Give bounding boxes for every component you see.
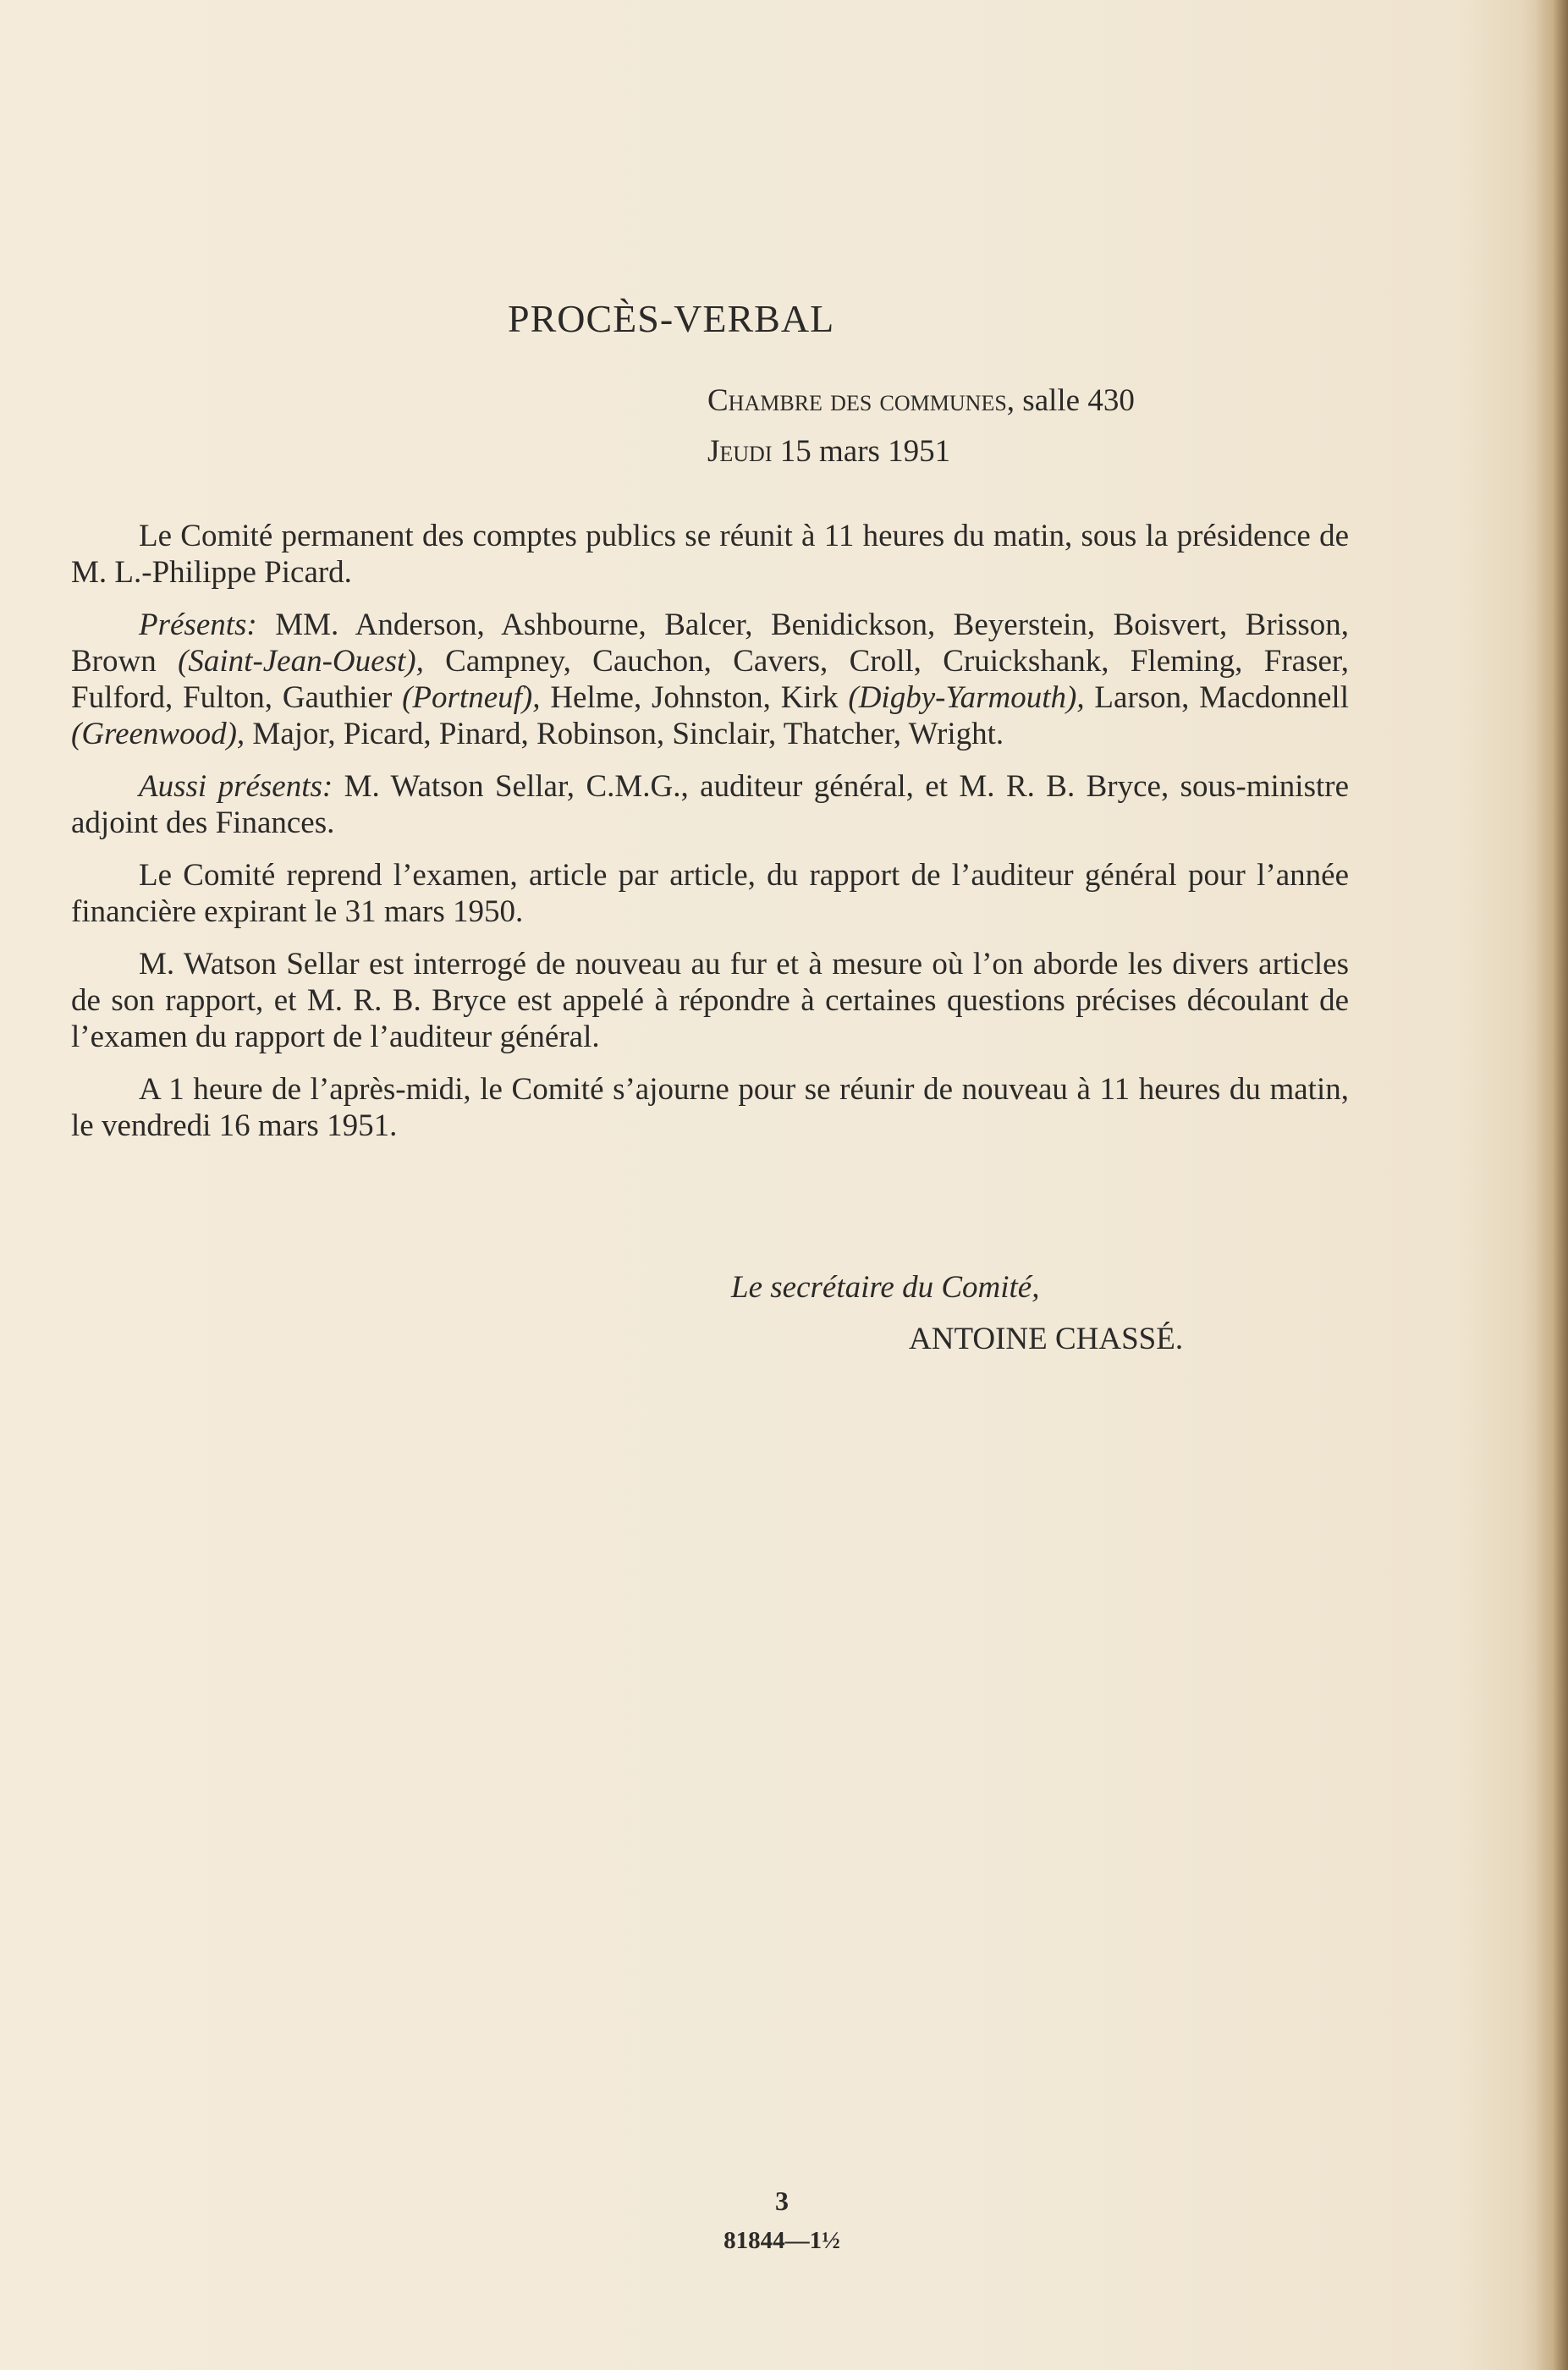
minutes-body bbox=[71, 518, 1349, 1160]
meeting-place-smallcaps: Chambre des communes, bbox=[707, 383, 1015, 418]
paragraph-members-present bbox=[71, 607, 1349, 752]
riding-4: (Greenwood), bbox=[71, 717, 245, 751]
also-present-label: Aussi présents: bbox=[139, 769, 333, 804]
page-edge-shadow bbox=[1534, 0, 1568, 2370]
signature-name: ANTOINE CHASSÉ. bbox=[909, 1322, 1184, 1356]
members-text-3: Helme, Johnston, Kirk bbox=[540, 680, 849, 715]
members-text-1: MM. Anderson, Ashbourne, Balcer, Benidickson, Beyerstein, Boisvert, Brisson, Brown bbox=[71, 608, 1349, 679]
print-code: 81844—1½ bbox=[723, 2227, 840, 2254]
members-text-2: Campney, Cauchon, Cavers, Croll, Cruickshank, Fleming, Fraser, Fulford, Fulton, Gauthier bbox=[71, 644, 1349, 715]
also-present-text: M. Watson Sellar, C.M.G., auditeur général, et M. R. B. Bryce, sous-ministre adjoint des Finances. bbox=[71, 769, 1349, 840]
riding-1: (Saint-Jean-Ouest), bbox=[178, 644, 424, 679]
meeting-place bbox=[707, 382, 1135, 419]
document-title: PROCÈS-VERBAL bbox=[508, 297, 835, 340]
signature-title: Le secrétaire du Comité, bbox=[731, 1270, 1040, 1305]
members-present-label: Présents: bbox=[139, 608, 257, 642]
meeting-date-rest: 15 mars 1951 bbox=[772, 434, 951, 469]
riding-3: (Digby-Yarmouth), bbox=[848, 680, 1085, 715]
paragraph-also-present bbox=[71, 768, 1349, 841]
members-text-5: Major, Picard, Pinard, Robinson, Sinclair, Thatcher, Wright. bbox=[245, 717, 1004, 751]
meeting-date-day: Jeudi bbox=[707, 434, 773, 469]
meeting-date bbox=[707, 433, 950, 470]
signature-block bbox=[731, 1269, 1183, 1357]
members-text-4: Larson, Macdonnell bbox=[1084, 680, 1349, 715]
paragraph-opening: Le Comité permanent des comptes publics se réunit à 11 heures du matin, sous la présidence de M. L.-Philippe Picard. bbox=[71, 519, 1349, 590]
meeting-place-room: salle 430 bbox=[1015, 383, 1135, 418]
riding-2: (Portneuf), bbox=[402, 680, 541, 715]
page-number: 3 bbox=[775, 2186, 789, 2216]
paragraph-questioning: M. Watson Sellar est interrogé de nouveau au fur et à mesure où l’on aborde les divers articles de son rapport, et M. R. B. Bryce est appelé à répondre à certaines questions précises découlant de l’examen du rapport de l’auditeur général. bbox=[71, 947, 1349, 1054]
paragraph-examination: Le Comité reprend l’examen, article par article, du rapport de l’auditeur général pour l’année financière expirant le 31 mars 1950. bbox=[71, 858, 1349, 929]
paragraph-adjournment: A 1 heure de l’après-midi, le Comité s’ajourne pour se réunir de nouveau à 11 heures du matin, le vendredi 16 mars 1951. bbox=[71, 1072, 1349, 1143]
